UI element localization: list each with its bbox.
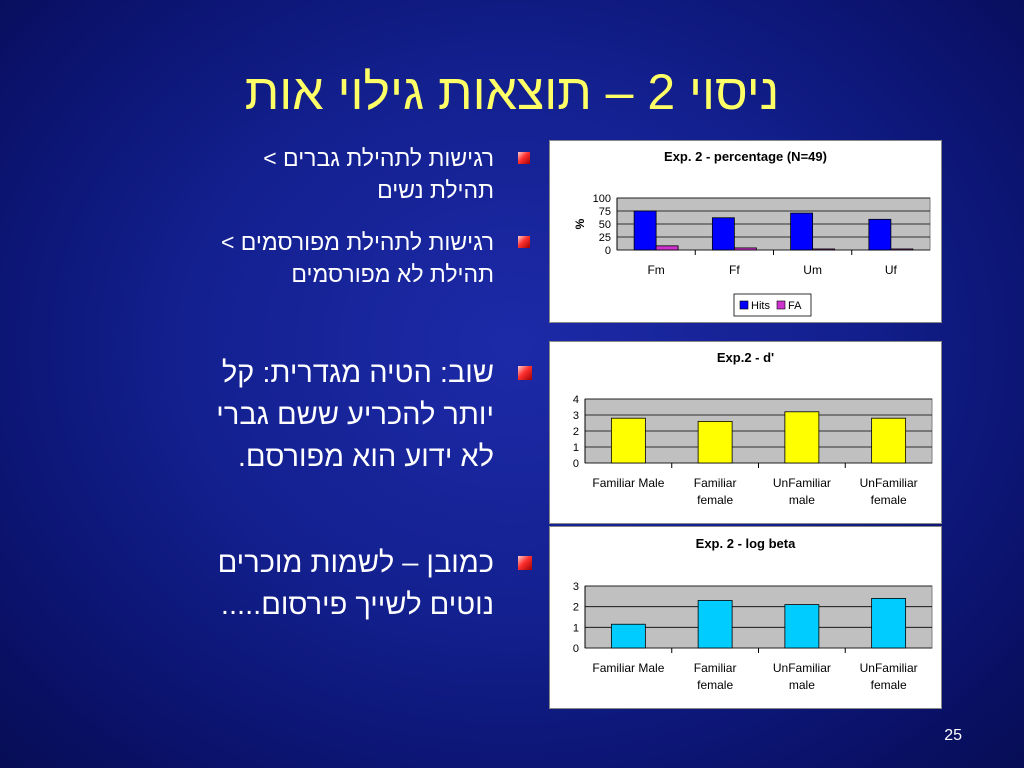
chart-title: Exp. 2 - percentage (N=49) (664, 149, 827, 164)
y-tick-label: 4 (572, 394, 579, 406)
slide-title: ניסוי 2 – תוצאות גילוי אות (244, 64, 780, 120)
x-tick-label: Familiar Male (592, 661, 665, 675)
bar (791, 213, 813, 250)
bullet-familiar-names (74, 542, 494, 626)
bar (785, 605, 819, 648)
bullet-square-icon (518, 152, 530, 164)
y-tick-label: 0 (572, 643, 579, 655)
x-tick-label: UnFamiliar (859, 476, 918, 490)
bar (872, 418, 906, 463)
x-tick-label: UnFamiliar (772, 661, 831, 675)
x-tick-label: female (870, 678, 907, 692)
bar (869, 219, 891, 250)
bar (656, 246, 678, 250)
x-tick-label: Uf (884, 263, 897, 277)
x-tick-label: Familiar (693, 661, 737, 675)
y-tick-label: 2 (572, 601, 579, 614)
y-tick-label: 25 (598, 232, 611, 244)
bar (813, 249, 835, 250)
bullet-male-sensitivity (74, 142, 494, 206)
y-axis-label: % (573, 218, 587, 230)
y-tick-label: 3 (572, 410, 579, 422)
legend-label-fa: FA (788, 300, 802, 312)
bullet-line: תהילת לא מפורסמים (291, 261, 494, 287)
x-tick-label: Familiar Male (592, 476, 665, 490)
y-tick-label: 100 (592, 193, 611, 205)
bullet-line: לא ידוע הוא מפורסם. (237, 441, 494, 473)
y-tick-label: 75 (598, 206, 611, 218)
x-tick-label: UnFamiliar (772, 476, 831, 490)
bullet-line: נוטים לשייך פירסום..... (220, 589, 494, 621)
bullet-line: רגישות לתהילת מפורסמים > (220, 229, 494, 255)
bullet-line: יותר להכריע ששם גברי (216, 399, 494, 431)
y-tick-label: 0 (604, 245, 611, 257)
x-tick-label: UnFamiliar (859, 661, 918, 675)
bullet-line: כמובן – לשמות מוכרים (217, 547, 494, 579)
x-tick-label: female (697, 493, 734, 507)
bullet-famous-sensitivity (74, 226, 494, 290)
legend-swatch-fa (777, 301, 785, 309)
chart-percentage-plot (550, 141, 941, 322)
bullet-gender-bias (74, 352, 494, 478)
chart-dprime (549, 341, 942, 524)
bullet-line: שוב: הטיה מגדרית: קל (221, 357, 494, 389)
bar (891, 249, 913, 250)
x-tick-label: Familiar (693, 476, 737, 490)
bar (734, 248, 756, 250)
chart-logbeta-plot (550, 527, 941, 708)
chart-dprime-plot (550, 342, 941, 523)
bullet-square-icon (518, 556, 532, 570)
chart-logbeta (549, 526, 942, 709)
chart-title: Exp.2 - d' (716, 350, 775, 365)
bar (611, 418, 645, 463)
bar (698, 421, 732, 463)
x-tick-label: Ff (729, 263, 740, 277)
bar (698, 600, 732, 648)
y-tick-label: 50 (598, 219, 611, 231)
y-tick-label: 1 (572, 442, 579, 454)
page-number: 25 (944, 727, 962, 744)
legend-label-hits: Hits (751, 300, 770, 312)
chart-title: Exp. 2 - log beta (695, 536, 796, 551)
bar (872, 598, 906, 648)
y-tick-label: 1 (572, 622, 579, 635)
x-tick-label: female (697, 678, 734, 692)
bar (611, 624, 645, 648)
bullet-square-icon (518, 366, 532, 380)
bullet-line: רגישות לתהילת גברים > (263, 145, 494, 171)
x-tick-label: Fm (647, 263, 665, 277)
y-tick-label: 0 (572, 458, 579, 470)
x-tick-label: male (788, 493, 815, 507)
y-tick-label: 3 (572, 581, 579, 593)
bullet-line: תהילת נשים (377, 177, 494, 203)
x-tick-label: female (870, 493, 907, 507)
legend-swatch-hits (740, 301, 748, 309)
x-tick-label: Um (803, 263, 822, 277)
chart-percentage (549, 140, 942, 323)
bullet-square-icon (518, 236, 530, 248)
y-tick-label: 2 (572, 426, 579, 438)
bar (634, 211, 656, 250)
x-tick-label: male (788, 678, 815, 692)
bar (712, 218, 734, 250)
bar (785, 412, 819, 463)
